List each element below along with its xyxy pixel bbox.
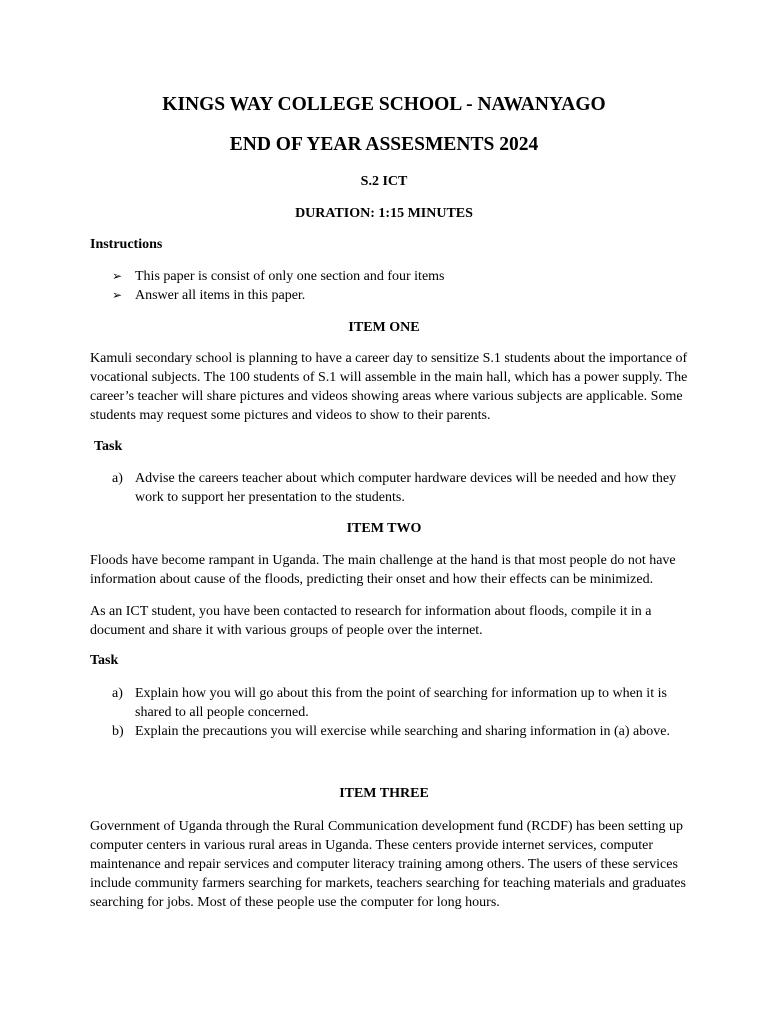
instruction-item: ➢ Answer all items in this paper. [112,288,306,303]
arrow-bullet-icon: ➢ [112,269,123,283]
item-two-scenario-1: Floods have become rampant in Uganda. The main challenge at the hand is that most people do not have information about cause of the floods, predicting their onset and how their effects can be minimized. [90,553,676,587]
instructions-heading: Instructions [90,237,163,252]
item-one-task-list [112,469,682,507]
item-two-task-list [112,684,682,741]
task-item: a) Explain how you will go about this from the point of searching for information up to when it is shared to all people concerned. [112,686,667,720]
duration-line: DURATION: 1:15 MINUTES [295,206,473,221]
task-item: b) Explain the precautions you will exercise while searching and sharing information in (a) above. [112,724,670,739]
subject-line: S.2 ICT [360,174,408,189]
item-three-scenario: Government of Uganda through the Rural Communication development fund (RCDF) has been setting up computer centers in various rural areas in Uganda. These centers provide internet services, computer maintenance and repair services and computer literacy training among others. The users of these services include community farmers searching for markets, teachers searching for teaching materials and graduates searching for jobs. Most of these people use the computer for long hours. [90,819,686,910]
school-title: KINGS WAY COLLEGE SCHOOL - NAWANYAGO [162,94,606,115]
item-one-task-heading: Task [94,439,123,454]
instruction-item: ➢ This paper is consist of only one section and four items [112,269,445,284]
item-one-scenario: Kamuli secondary school is planning to have a career day to sensitize S.1 students about the importance of vocational subjects. The 100 students of S.1 will assemble in the main hall, which has a power supply. The career’s teacher will share pictures and videos showing areas where various subjects are applicable. Some students may request some pictures and videos to show to their parents. [90,351,688,423]
item-one-heading: ITEM ONE [348,320,420,335]
exam-title: END OF YEAR ASSESMENTS 2024 [229,134,539,155]
item-two-scenario-2: As an ICT student, you have been contacted to research for information about floods, compile it in a document and share it with various groups of people over the internet. [90,604,652,638]
item-two-task-heading: Task [90,653,119,668]
arrow-bullet-icon: ➢ [112,288,123,302]
instructions-list [112,267,445,305]
item-two-heading: ITEM TWO [346,521,422,536]
item-three-heading: ITEM THREE [339,786,429,801]
task-item: a) Advise the careers teacher about which computer hardware devices will be needed and how they work to support her presentation to the students. [112,471,677,505]
